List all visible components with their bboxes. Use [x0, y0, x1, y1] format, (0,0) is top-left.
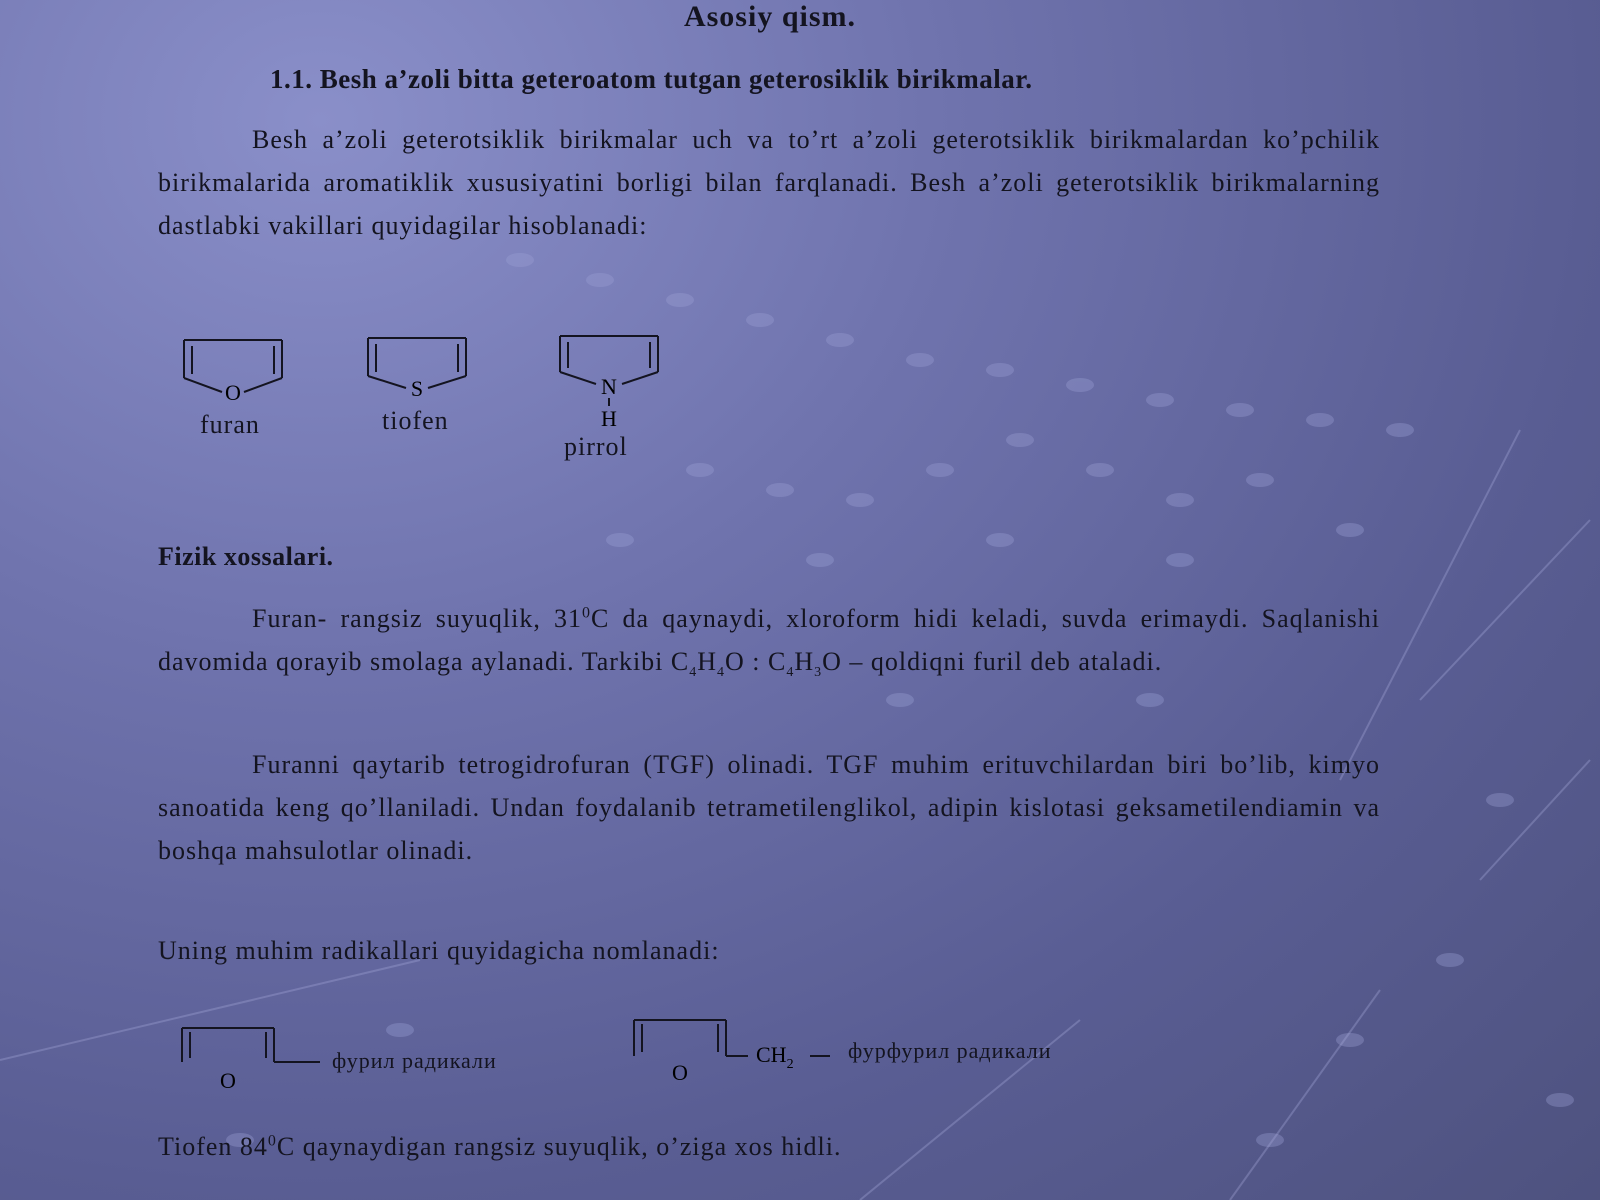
furan-text-6: O – qoldiqni furil deb ataladi. — [822, 647, 1163, 676]
furyl-radical-structure — [182, 1028, 320, 1062]
pirrol-label: pirrol — [564, 432, 628, 461]
tgf-paragraph — [158, 743, 1380, 872]
section-subtitle: 1.1. Besh a’zoli bitta geteroatom tutgan geterosiklik birikmalar. — [270, 64, 1033, 94]
tiofen-text-1: Tiofen 84 — [158, 1132, 268, 1161]
furan-text-3: H — [697, 647, 718, 676]
furan-paragraph — [158, 597, 1380, 683]
pirrol-hydrogen: H — [601, 406, 617, 431]
furan-text-5: H — [794, 647, 815, 676]
formula-sub: 3 — [814, 665, 823, 681]
furan-text-4: O : C — [725, 647, 787, 676]
furfuryl-radical-structure — [634, 1020, 748, 1056]
formula-sub: 4 — [717, 665, 726, 681]
ch2-group — [756, 1042, 794, 1072]
furan-heteroatom: O — [225, 380, 241, 405]
intro-paragraph-text: Besh a’zoli geterotsiklik birikmalar uch va to’rt a’zoli geterotsiklik birikmalardan ko’pchilik birikmalarida aromatiklik xususiyatini borligi bilan farqlanadi. Besh a’zoli geterotsiklik birikmalarning dastlabki vakillari quyidagilar hisoblanadi: — [158, 125, 1380, 240]
formula-sub: 4 — [689, 665, 698, 681]
degree-sup: 0 — [267, 1132, 277, 1150]
tgf-paragraph-text: Furanni qaytarib tetrogidrofuran (TGF) olinadi. TGF muhim erituvchilardan biri bo’lib, kimyo sanoatida keng qo’llaniladi. Undan foydalanib tetrametilenglikol, adipin kislotasi geksametilendiamin va boshqa mahsulotlar olinadi. — [158, 750, 1380, 865]
furfuryl-oxygen: O — [672, 1060, 688, 1085]
tiofen-heteroatom: S — [410, 376, 424, 401]
furan-text-1: Furan- rangsiz suyuqlik, 31 — [252, 604, 583, 633]
furyl-oxygen: O — [220, 1068, 236, 1090]
furan-text-2: C da qaynaydi, xloroform hidi keladi, suvda erimaydi. Saqlanishi davomida qorayib smolaga aylanadi. Tarkibi C — [158, 604, 1380, 676]
physical-properties-heading: Fizik xossalari. — [158, 542, 334, 571]
degree-sup: 0 — [582, 604, 592, 622]
ch2-sub: 2 — [786, 1057, 794, 1072]
formula-sub: 4 — [786, 665, 795, 681]
furfuryl-radical-label: фурфурил радикали — [848, 1038, 1052, 1063]
page-title: Asosiy qism. — [683, 0, 857, 33]
furan-label: furan — [200, 410, 260, 439]
intro-paragraph — [158, 118, 1380, 247]
ch2-main: CH — [756, 1042, 787, 1067]
tiofen-line — [158, 1132, 841, 1162]
tiofen-label: tiofen — [382, 406, 449, 435]
tiofen-text-2: C qaynaydigan rangsiz suyuqlik, o’ziga xos hidli. — [276, 1132, 842, 1161]
furyl-radical-label: фурил радикали — [332, 1048, 497, 1073]
radicals-intro: Uning muhim radikallari quyidagicha nomlanadi: — [158, 936, 720, 965]
pirrol-heteroatom: N — [601, 374, 617, 399]
